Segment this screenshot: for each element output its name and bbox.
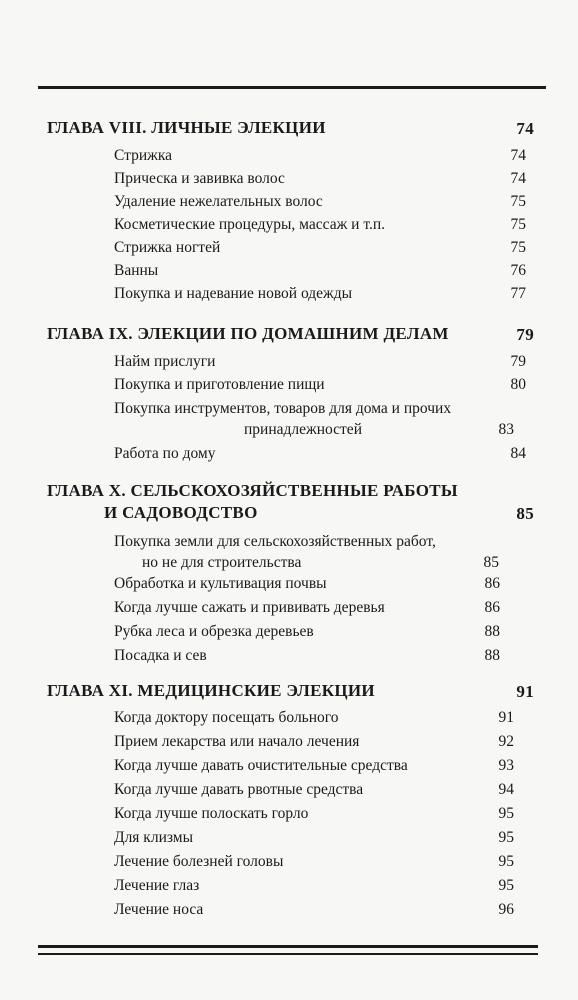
chapter-title: ГЛАВА IX. ЭЛЕКЦИИ ПО ДОМАШНИМ ДЕЛАМ xyxy=(47,324,449,343)
toc-entry-page: 74 xyxy=(510,147,526,164)
toc-entry-page: 85 xyxy=(483,554,499,571)
toc-entry-page: 76 xyxy=(510,262,526,279)
toc-entry-title-continued: принадлежностей xyxy=(244,421,362,438)
toc-entry-page: 94 xyxy=(498,781,514,798)
toc-entry[interactable] xyxy=(114,145,526,166)
chapter-page-number: 74 xyxy=(516,119,534,138)
chapter-heading[interactable] xyxy=(47,117,534,139)
toc-entry-title: Прическа и завивка волос xyxy=(114,170,285,187)
toc-entry-page: 95 xyxy=(498,853,514,870)
bottom-rule-thick xyxy=(38,945,538,948)
toc-entry[interactable] xyxy=(114,851,514,872)
toc-entry-page: 80 xyxy=(510,376,526,393)
toc-entry-page: 75 xyxy=(510,239,526,256)
toc-entry-title: Обработка и культивация почвы xyxy=(114,575,327,592)
toc-entry-page: 74 xyxy=(510,170,526,187)
toc-entry[interactable] xyxy=(114,374,526,395)
toc-entry-title: Покупка и приготовление пищи xyxy=(114,376,325,393)
toc-entry-title: Посадка и сев xyxy=(114,647,207,664)
toc-entry[interactable] xyxy=(114,827,514,848)
toc-entry[interactable] xyxy=(114,351,526,372)
toc-entry-title: Стрижка ногтей xyxy=(114,239,221,256)
chapter-page-number: 79 xyxy=(516,325,534,344)
toc-entry[interactable] xyxy=(114,531,499,573)
toc-entry-page: 93 xyxy=(498,757,514,774)
toc-entry[interactable] xyxy=(114,779,514,800)
toc-entry-page: 88 xyxy=(484,623,500,640)
chapter-page-number: 91 xyxy=(516,682,534,701)
toc-entry[interactable] xyxy=(114,237,526,258)
toc-entry-title: Найм прислуги xyxy=(114,353,216,370)
toc-entry[interactable] xyxy=(114,573,500,594)
toc-entry-page: 95 xyxy=(498,877,514,894)
toc-entry[interactable] xyxy=(114,899,514,920)
toc-entry-title: Когда лучше давать рвотные средства xyxy=(114,781,364,798)
toc-entry-title: Удаление нежелательных волос xyxy=(114,193,323,210)
toc-entry[interactable] xyxy=(114,168,526,189)
toc-entry[interactable] xyxy=(114,191,526,212)
chapter-title: ГЛАВА X. СЕЛЬСКОХОЗЯЙСТВЕННЫЕ РАБОТЫ xyxy=(47,481,458,500)
toc-entry-page: 95 xyxy=(498,805,514,822)
toc-entry[interactable] xyxy=(114,260,526,281)
toc-entry-page: 84 xyxy=(510,445,526,462)
toc-entry-page: 92 xyxy=(498,733,514,750)
toc-entry-title: Лечение глаз xyxy=(114,877,200,894)
toc-entry-title: Лечение носа xyxy=(114,901,204,918)
toc-entry[interactable] xyxy=(114,214,526,235)
toc-entry[interactable] xyxy=(114,875,514,896)
toc-entry-title: Косметические процедуры, массаж и т.п. xyxy=(114,216,385,233)
toc-entry-page: 95 xyxy=(498,829,514,846)
chapter-title: ГЛАВА VIII. ЛИЧНЫЕ ЭЛЕКЦИИ xyxy=(47,118,326,137)
toc-entry[interactable] xyxy=(114,731,514,752)
toc-entry-page: 96 xyxy=(498,901,514,918)
chapter-heading[interactable] xyxy=(47,323,534,345)
toc-entry[interactable] xyxy=(114,707,514,728)
chapter-page-number: 85 xyxy=(516,504,534,523)
chapter-heading[interactable] xyxy=(47,480,534,524)
toc-entry[interactable] xyxy=(114,645,500,666)
toc-entry-title: Когда лучше полоскать горло xyxy=(114,805,309,822)
toc-entry-page: 75 xyxy=(510,193,526,210)
toc-entry[interactable] xyxy=(114,803,514,824)
toc-entry-title: Когда лучше давать очистительные средства xyxy=(114,757,408,774)
chapter-title: ГЛАВА XI. МЕДИЦИНСКИЕ ЭЛЕКЦИИ xyxy=(47,681,375,700)
toc-entry[interactable] xyxy=(114,621,500,642)
toc-entry-page: 79 xyxy=(510,353,526,370)
toc-entry-title: Покупка и надевание новой одежды xyxy=(114,285,353,302)
toc-entry-page: 91 xyxy=(498,709,514,726)
toc-entry-title: Ванны xyxy=(114,262,159,279)
toc-entry-title: Когда лучше сажать и прививать деревья xyxy=(114,599,385,616)
toc-entry-title: Когда доктору посещать больного xyxy=(114,709,339,726)
toc-entry-title: Прием лекарства или начало лечения xyxy=(114,733,360,750)
toc-entry-title: Лечение болезней головы xyxy=(114,853,284,870)
toc-entry-title: Рубка леса и обрезка деревьев xyxy=(114,623,314,640)
toc-entry-page: 75 xyxy=(510,216,526,233)
chapter-title-continued: И САДОВОДСТВО xyxy=(104,503,258,522)
toc-entry-title: Покупка инструментов, товаров для дома и прочих xyxy=(114,400,452,417)
toc-entry-page: 86 xyxy=(484,599,500,616)
toc-entry[interactable] xyxy=(114,755,514,776)
toc-entry-title: Для клизмы xyxy=(114,829,193,846)
toc-entry[interactable] xyxy=(114,443,526,464)
toc-entry-page: 77 xyxy=(510,285,526,302)
toc-entry[interactable] xyxy=(114,283,526,304)
toc-entry-title: Стрижка xyxy=(114,147,173,164)
toc-entry[interactable] xyxy=(114,398,514,440)
toc-entry-title-continued: но не для строительства xyxy=(142,554,302,571)
toc-entry-page: 86 xyxy=(484,575,500,592)
top-rule xyxy=(38,86,546,89)
toc-entry-page: 83 xyxy=(498,421,514,438)
toc-entry-title: Покупка земли для сельскохозяйственных работ, xyxy=(114,533,436,550)
bottom-rule-thin xyxy=(38,953,538,955)
toc-entry[interactable] xyxy=(114,597,500,618)
toc-entry-page: 88 xyxy=(484,647,500,664)
chapter-heading[interactable] xyxy=(47,680,534,702)
toc-entry-title: Работа по дому xyxy=(114,445,216,462)
